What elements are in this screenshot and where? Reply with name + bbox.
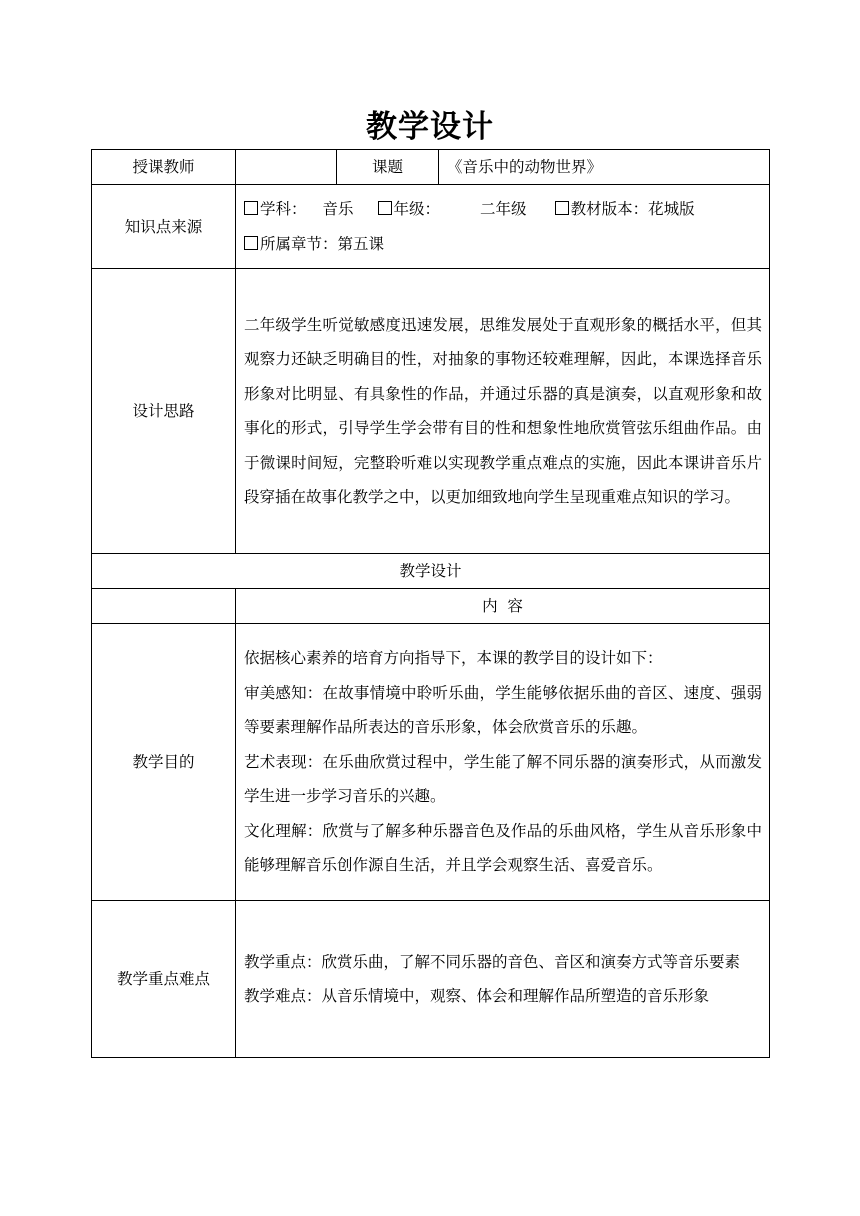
design-idea-text: 二年级学生听觉敏感度迅速发展，思维发展处于直观形象的概括水平，但其观察力还缺乏明确目的性，对抽象的事物还较难理解，因此，本课选择音乐形象对比明显、有具象性的作品，并通过乐器的真是演奏，以直观形象和故事化的形式，引导学生学会带有目的性和想象性地欣赏管弦乐组曲作品。由于微课时间短，完整聆听难以实现教学重点难点的实施，因此本课讲音乐片段穿插在故事化教学之中，以更加细致地向学生呈现重难点知识的学习。 — [244, 315, 762, 506]
objectives-intro: 依据核心素养的培育方向指导下，本课的教学目的设计如下： — [244, 649, 663, 668]
chapter-checkbox[interactable] — [244, 236, 258, 250]
topic-label: 课题 — [337, 150, 439, 185]
lesson-plan-table — [91, 149, 770, 1058]
chapter-value: 第五课 — [337, 234, 385, 253]
design-idea-cell — [236, 269, 770, 554]
subject-value: 音乐 — [322, 200, 354, 218]
header-row — [92, 150, 770, 185]
topic-value: 《音乐中的动物世界》 — [439, 150, 770, 185]
page-title: 教学设计 — [366, 109, 494, 145]
edition-label: 教材版本： — [570, 200, 649, 218]
source-label: 知识点来源 — [92, 185, 236, 269]
grade-checkbox[interactable] — [378, 201, 392, 215]
teacher-value — [236, 150, 337, 185]
objectives-label: 教学目的 — [92, 624, 236, 901]
chapter-label: 所属章节： — [260, 234, 338, 253]
subject-checkbox[interactable] — [244, 201, 258, 215]
source-line-1 — [244, 192, 762, 227]
difficult-point-text: 教学难点：从音乐情境中，观察、体会和理解作品所塑造的音乐形象 — [244, 987, 710, 1005]
content-header: 内 容 — [236, 589, 770, 624]
source-line-2 — [244, 227, 762, 262]
section-header-row — [92, 554, 770, 589]
design-idea-label: 设计思路 — [92, 269, 236, 554]
content-header-empty — [92, 589, 236, 624]
key-points-row — [92, 901, 770, 1058]
objective-aesthetic: 审美感知：在故事情境中聆听乐曲，学生能够依据乐曲的音区、速度、强弱等要素理解作品所表达的音乐形象，体会欣赏音乐的乐趣。 — [244, 683, 762, 737]
section-header: 教学设计 — [92, 554, 770, 589]
objective-artistic: 艺术表现：在乐曲欣赏过程中，学生能了解不同乐器的演奏形式，从而激发学生进一步学习音乐的兴趣。 — [244, 752, 762, 806]
edition-checkbox[interactable] — [555, 201, 569, 215]
key-point-text: 教学重点：欣赏乐曲，了解不同乐器的音色、音区和演奏方式等音乐要素 — [244, 952, 741, 971]
key-points-content — [236, 901, 770, 1058]
subject-label: 学科： — [260, 200, 307, 218]
grade-label: 年级： — [393, 200, 441, 218]
objectives-row — [92, 624, 770, 901]
objective-cultural: 文化理解：欣赏与了解多种乐器音色及作品的乐曲风格，学生从音乐形象中能够理解音乐创作源自生活，并且学会观察生活、喜爱音乐。 — [244, 821, 762, 875]
key-points-label: 教学重点难点 — [92, 901, 236, 1058]
design-idea-row — [92, 269, 770, 554]
content-header-row — [92, 589, 770, 624]
source-content — [236, 185, 770, 269]
source-row — [92, 185, 770, 269]
edition-value: 花城版 — [648, 200, 695, 218]
teacher-label: 授课教师 — [92, 150, 236, 185]
objectives-content — [236, 624, 770, 901]
grade-value: 二年级 — [480, 200, 527, 218]
